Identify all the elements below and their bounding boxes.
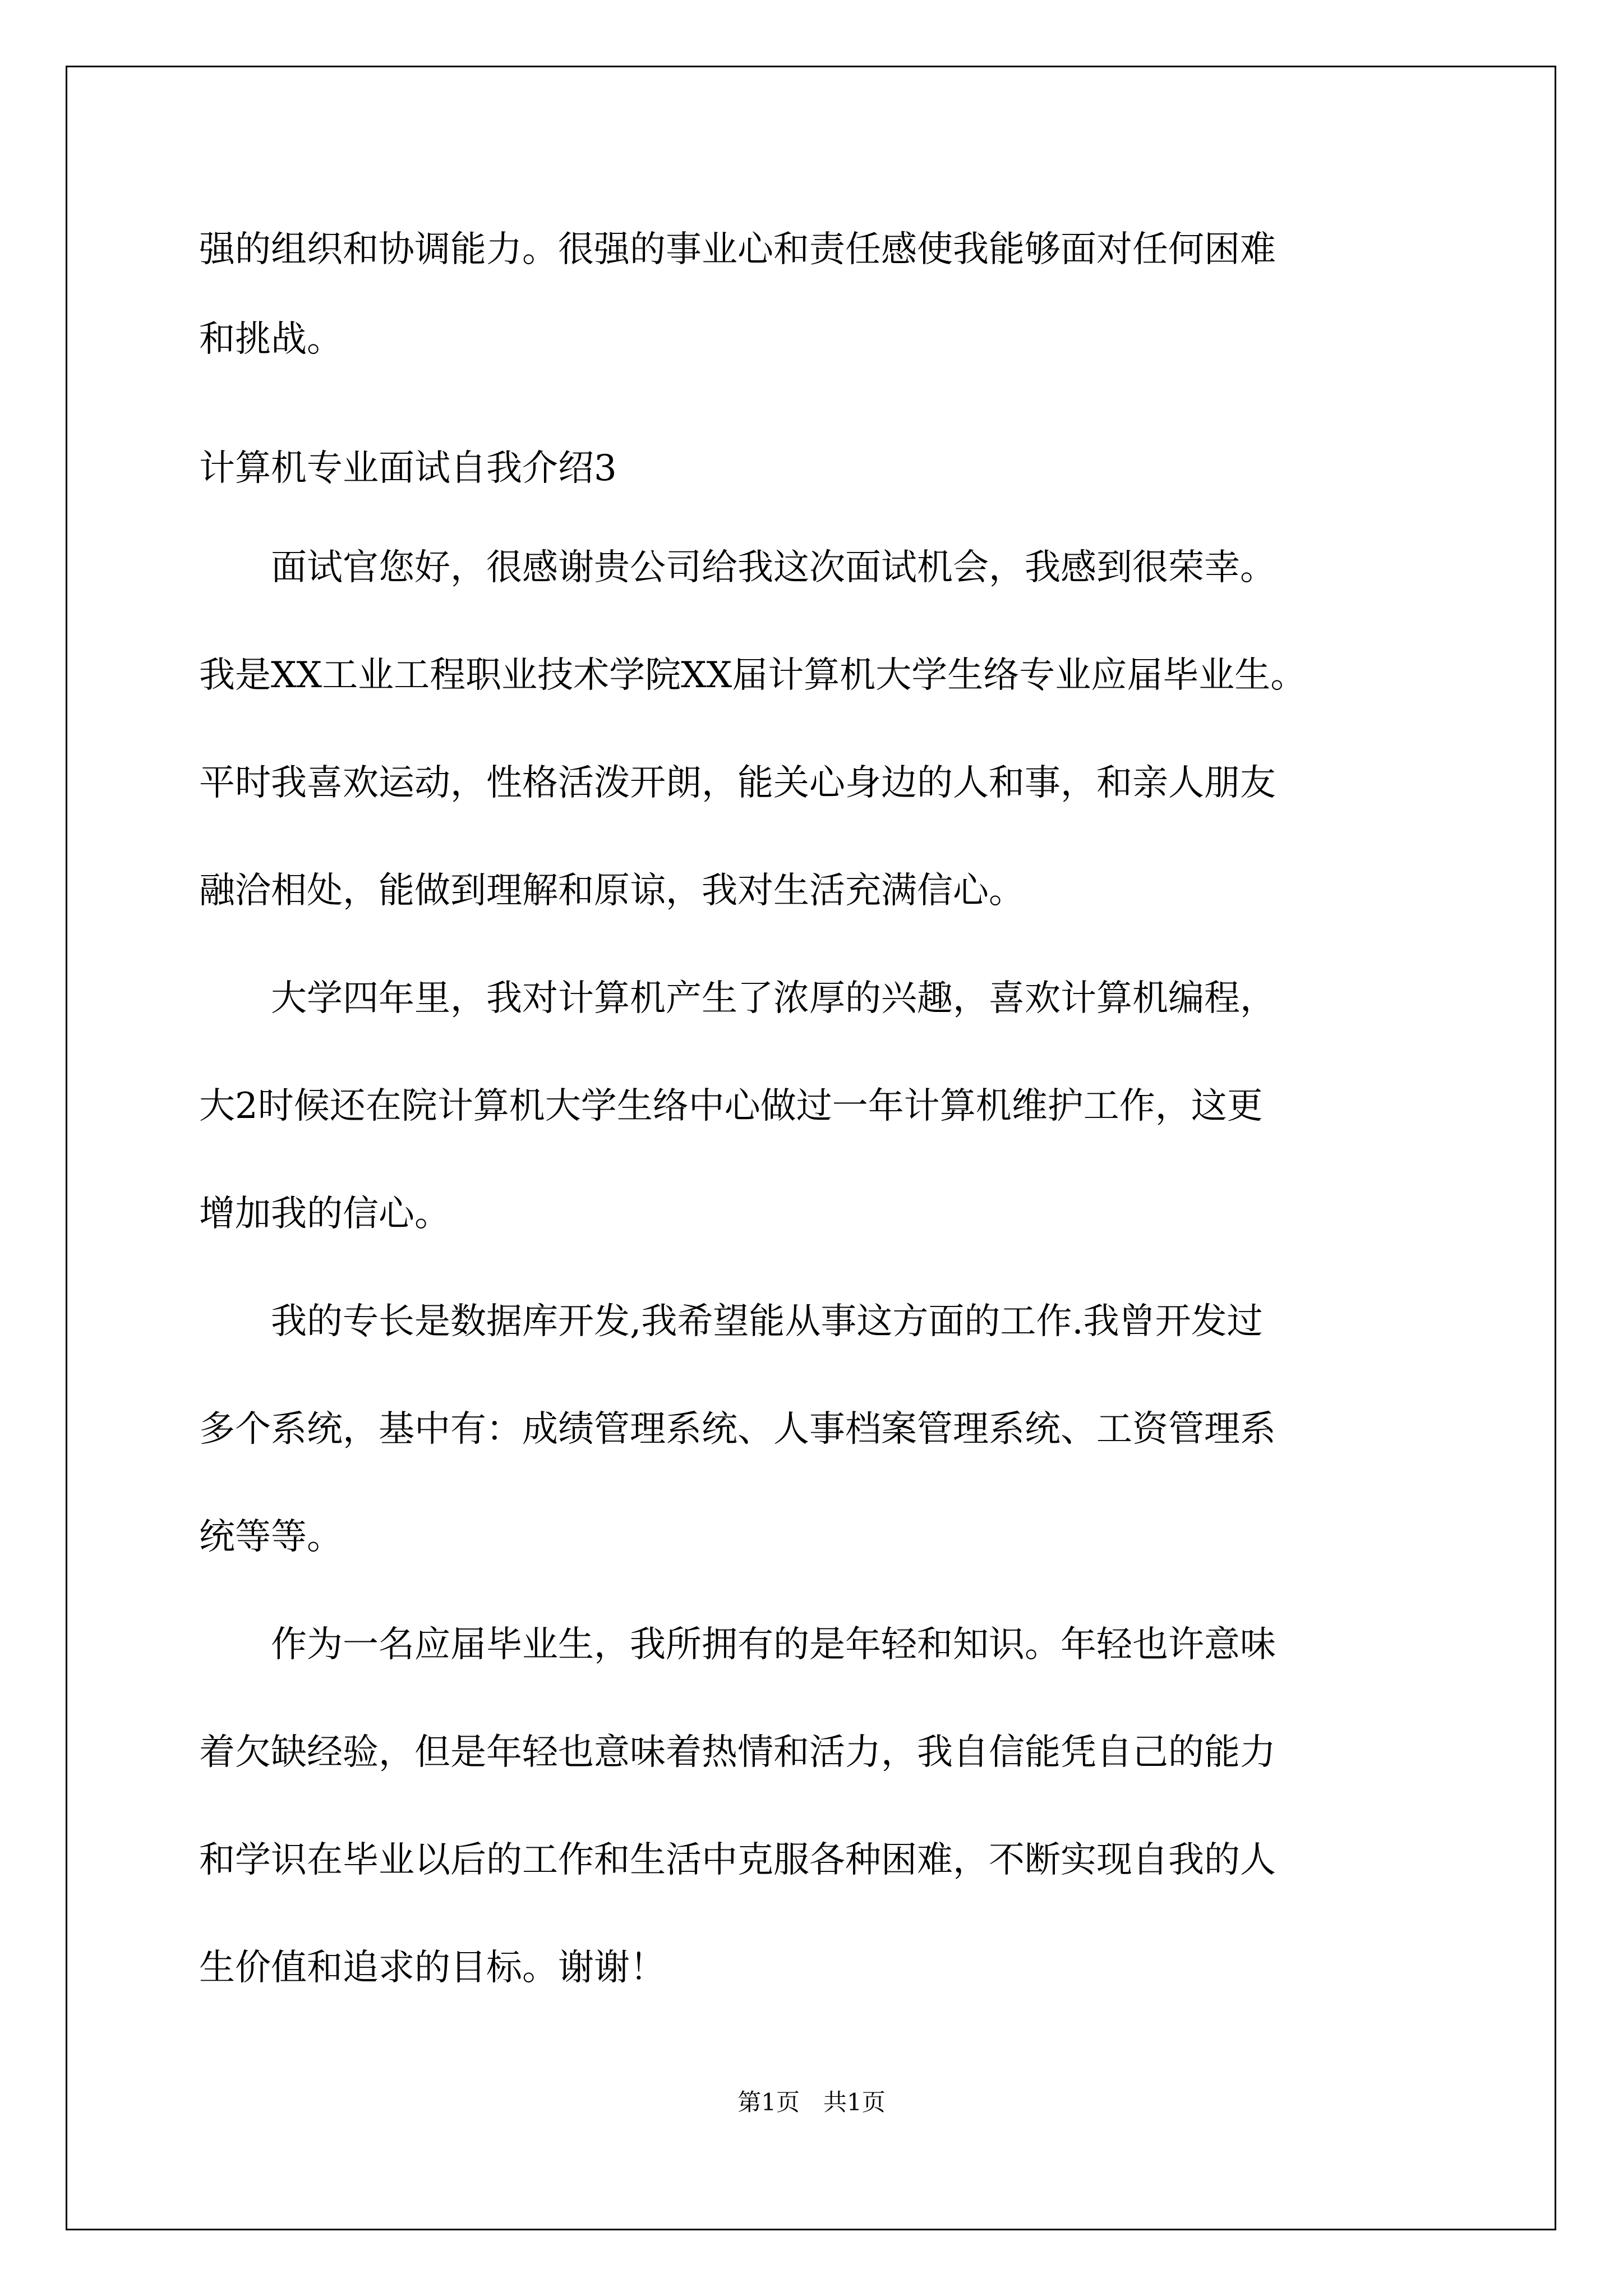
text-line-5: 我是XX工业工程职业技术学院XX届计算机大学生络专业应届毕业生。	[199, 655, 1307, 696]
text-line-9: 大2时候还在院计算机大学生络中心做过一年计算机维护工作，这更	[199, 1085, 1263, 1127]
text-line-1: 强的组织和协调能力。很强的事业心和责任感使我能够面对任何困难	[199, 229, 1276, 270]
page-footer	[0, 2086, 1623, 2119]
text-line-17: 生价值和追求的目标。谢谢！	[199, 1947, 666, 1989]
text-line-4: 面试官您好，很感谢贵公司给我这次面试机会，我感到很荣幸。	[199, 547, 1276, 588]
section-heading: 计算机专业面试自我介绍3	[199, 448, 617, 489]
text-line-14: 作为一名应届毕业生，我所拥有的是年轻和知识。年轻也许意味	[199, 1624, 1276, 1665]
text-line-15: 着欠缺经验，但是年轻也意味着热情和活力，我自信能凭自己的能力	[199, 1732, 1276, 1773]
text-line-10: 增加我的信心。	[199, 1193, 450, 1235]
page-border	[66, 66, 1556, 2230]
text-line-12: 多个系统，基中有：成绩管理系统、人事档案管理系统、工资管理系	[199, 1409, 1276, 1450]
text-line-11: 我的专长是数据库开发,我希望能从事这方面的工作.我曾开发过	[199, 1301, 1263, 1342]
text-line-2: 和挑战。	[199, 319, 343, 360]
text-line-13: 统等等。	[199, 1516, 343, 1558]
text-line-8: 大学四年里，我对计算机产生了浓厚的兴趣，喜欢计算机编程，	[199, 978, 1276, 1019]
text-line-6: 平时我喜欢运动，性格活泼开朗，能关心身边的人和事，和亲人朋友	[199, 762, 1276, 804]
text-line-16: 和学识在毕业以后的工作和生活中克服各种困难，不断实现自我的人	[199, 1839, 1276, 1881]
text-line-7: 融洽相处，能做到理解和原谅，我对生活充满信心。	[199, 870, 1025, 912]
page-number: 第1页 共1页	[737, 2088, 886, 2116]
